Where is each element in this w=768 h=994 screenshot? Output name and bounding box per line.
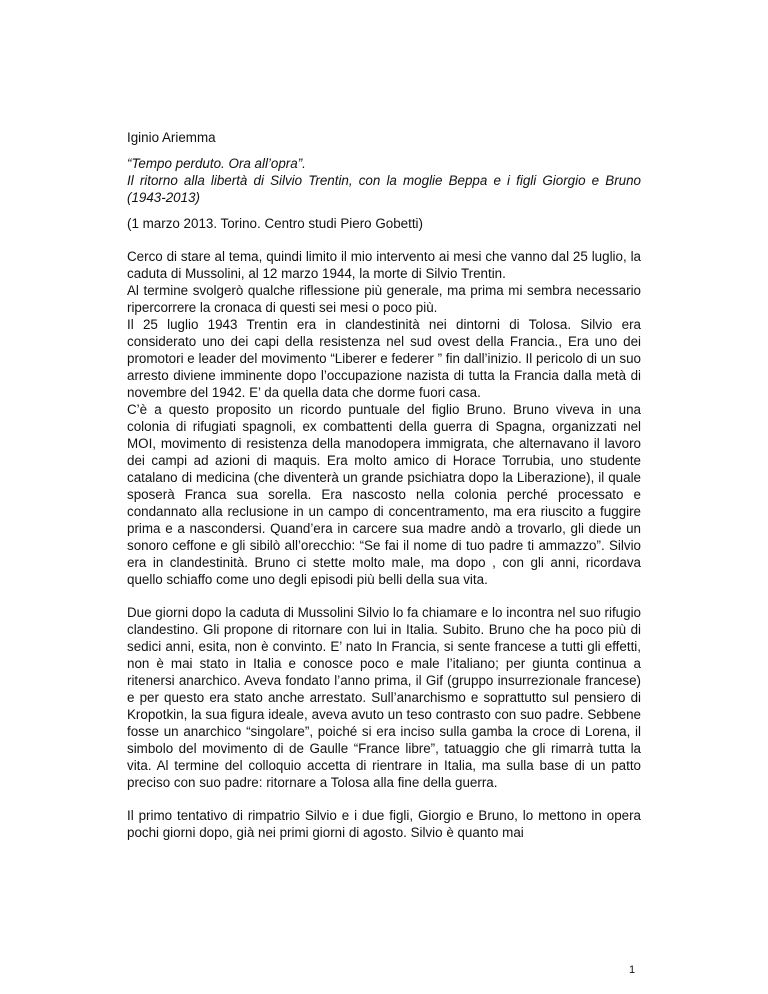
author-name: Iginio Ariemma [127,130,216,145]
document-title [127,155,641,206]
paragraph: C’è a questo proposito un ricordo puntuale del figlio Bruno. Bruno viveva in una colonia di rifugiati spagnoli, ex combattenti della guerra di Spagna, organizzati nel MOI, movimento di resistenza della manodopera immigrata, che alternavano il lavoro dei campi ad azioni di maquis. Era molto amico di Horace Torrubia, uno studente catalano di medicina (che diventerà un grande psichiatra dopo la Liberazione), il quale sposerà Franca sua sorella. Era nascosto nella colonia perché processato e condannato alla reclusione in un campo di concentramento, ma era riuscito a fuggire prima e a nascondersi. Quand’era in carcere sua madre andò a trovarlo, gli diede un sonoro ceffone e gli sibilò all’orecchio: “Se fai il nome di tuo padre ti ammazzo”. Silvio era in clandestinità. Bruno ci stette molto male, ma dopo , con gli anni, ricordava quello schiaffo come uno degli episodi più belli della sua vita. [127,402,641,587]
document-body [127,129,641,841]
event-info: (1 marzo 2013. Torino. Centro studi Piero Gobetti) [127,216,423,231]
paragraph: Cerco di stare al tema, quindi limito il mio intervento ai mesi che vanno dal 25 luglio, la caduta di Mussolini, al 12 marzo 1944, la morte di Silvio Trentin. [127,249,641,281]
title-line-1: “Tempo perduto. Ora all’opra”. [127,156,306,171]
paragraph: Il primo tentativo di rimpatrio Silvio e i due figli, Giorgio e Bruno, lo mettono in opera pochi giorni dopo, già nei primi giorni di agosto. Silvio è quanto mai [127,808,641,840]
page-number: 1 [629,964,636,976]
paragraph: Il 25 luglio 1943 Trentin era in clandestinità nei dintorni di Tolosa. Silvio era considerato uno dei capi della resistenza nel sud ovest della Francia., Era uno dei promotori e leader del movimento “Liberer e federer ” fin dall’inizio. Il pericolo di un suo arresto diviene imminente dopo l’occupazione nazista di tutta la Francia dalla metà di novembre del 1942. E’ da quella data che dorme fuori casa. [127,317,641,400]
title-line-2: Il ritorno alla libertà di Silvio Trentin, con la moglie Beppa e i figli Giorgio e Bruno (1943-2013) [127,173,641,205]
paragraph: Due giorni dopo la caduta di Mussolini Silvio lo fa chiamare e lo incontra nel suo rifugio clandestino. Gli propone di ritornare con lui in Italia. Subito. Bruno che ha poco più di sedici anni, esita, non è convinto. E’ nato In Francia, si sente francese a tutti gli effetti, non è mai stato in Italia e conosce poco e male l’italiano; per giunta continua a ritenersi anarchico. Aveva fondato l’anno prima, il Gif (gruppo insurrezionale francese) e per questo era stato anche arrestato. Sull’anarchismo e soprattutto sul pensiero di Kropotkin, la sua figura ideale, aveva avuto un teso contrasto con suo padre. Sebbene fosse un anarchico “singolare”, poiché si era inciso sulla gamba la croce di Lorena, il simbolo del movimento di de Gaulle “France libre”, tatuaggio che gli rimarrà tutta la vita. Al termine del colloquio accetta di rientrare in Italia, ma sulla base di un patto preciso con suo padre: ritornare a Tolosa alla fine della guerra. [127,605,641,790]
paragraph: Al termine svolgerò qualche riflessione più generale, ma prima mi sembra necessario ripercorrere la cronaca di questi sei mesi o poco più. [127,283,641,315]
